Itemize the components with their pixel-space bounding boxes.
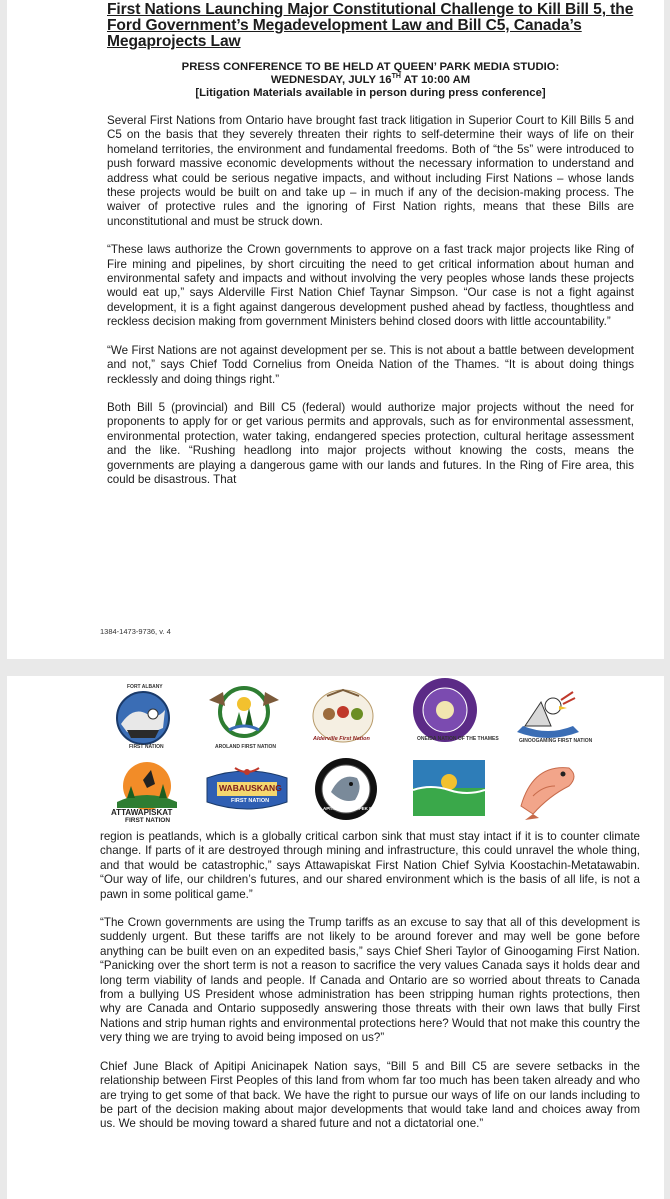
oneida-logo: ONEIDA NATION OF THE THAMES	[411, 676, 479, 744]
nation-flag-logo	[413, 760, 485, 816]
press-line-2: WEDNESDAY, JULY 16TH AT 10:00 AM	[270, 73, 471, 86]
document-code: 1384-1473-9736, v. 4	[100, 627, 171, 636]
alderville-logo: Alderville First Nation	[305, 684, 381, 744]
first-nations-logos	[107, 676, 634, 832]
paragraph-5: region is peatlands, which is a globally critical carbon sink that must stay intact if it is to counter climate change. If parts of it are destroyed through mining and infrastructure, this could unravel the whole thing, and that would be catastrophic,” says Attawapiskat First Nation Chief Sylvia Koostachin-Metatawabin. “Our way of life, our children’s futures, and our shared environment which is the basis of all life, is not a pawn in some political game.”	[100, 830, 640, 901]
attawapiskat-logo: ATTAWAPISKAT FIRST NATION	[107, 758, 187, 816]
wabauskang-logo: WABAUSKANG FIRST NATION	[205, 762, 289, 814]
aroland-logo: AROLAND FIRST NATION	[207, 682, 281, 752]
document-title: First Nations Launching Major Constitutional Challenge to Kill Bill 5, the Ford Government’s Megadevelopment Law and Bill C5, Canada’s Megaprojects Law	[107, 1, 634, 50]
press-conference-notice	[107, 61, 634, 100]
fort-albany-logo: FORT ALBANY FIRST NATION	[107, 684, 179, 750]
paragraph-1: Several First Nations from Ontario have brought fast track litigation in Superior Court to Kill Bills 5 and C5 on the basis that they severely threaten their rights to self-determine their ways of life on their homeland territories, the environment and fundamental freedoms. Both of “the 5s” were introduced to push forward massive economic developments without the necessary information to understand and address what could be serious negative impacts, and without including First Nations – whose lands these projects would be built on and take up – in much if any of the decision-making process. The waiver of protective rules and the ignoring of First Nation rights, means that these Bills are unconstitutional and must be struck down.	[107, 114, 634, 228]
ginoogaming-logo: GINOOGAMING FIRST NATION	[511, 686, 585, 744]
page-2-text	[100, 830, 640, 1146]
paragraph-7: Chief June Black of Apitipi Anicinapek Nation says, “Bill 5 and Bill C5 are severe setbacks in the relationship between First Peoples of this land from whom far too much has been taken already and who are trying to get some of that back. We have the right to pursue our ways of life on our lands including to be part of the decision making about major developments that would take land and choices away from us. We should be moving toward a shared future and not a dictatorial one.”	[100, 1059, 640, 1131]
paragraph-6: “The Crown governments are using the Trump tariffs as an excuse to say that all of this development is suddenly urgent. But these tariffs are not likely to be around forever and may well be gone before anything can be built even on an expedited basis,” says Chief Sheri Taylor of Ginoogaming First Nation. “Panicking over the short term is not a reason to sacrifice the very values Canada says it holds dear and long term viability of lands and people. If Canada and Ontario are so worried about threats to Canada from a bullying US President whose administration has been stripping human rights protections, then why are Canada and Ontario supposedly answering those threats with their own laws that bully First Nations and strip human rights and environmental protections here? Would that not make this country the very thing we are trying to avoid being imposed on us?”	[100, 916, 640, 1045]
document-page-1	[7, 0, 664, 659]
press-line-1: PRESS CONFERENCE TO BE HELD AT QUEEN’ PARK MEDIA STUDIO:	[181, 61, 560, 73]
apitipi-logo: APITIPI ANICINAPEK NATION	[311, 756, 381, 822]
fish-logo	[513, 756, 585, 822]
paragraph-3: “We First Nations are not against development per se. This is not about a battle between development and not,” says Chief Todd Cornelius from Oneida Nation of the Thames. “It is about doing things recklessly and doing things right.”	[107, 343, 634, 386]
paragraph-4: Both Bill 5 (provincial) and Bill C5 (federal) would authorize major projects without the need for proponents to apply for or get various permits and approvals, such as for environmental assessment, environmental protection, water taking, endangered species protection, cultural heritage assessment and the like. “Rushing headlong into major projects without knowing the costs, means the governments are playing a dangerous game with our lands and futures. In the Ring of Fire area, this could be disastrous. That	[107, 400, 634, 486]
paragraph-2: “These laws authorize the Crown governments to approve on a fast track major projects like Ring of Fire mining and pipelines, by short circuiting the need to get critical information about human and environmental safety and impacts and without involving the very peoples whose lands these projects would eat up,” says Alderville First Nation Chief Taynar Simpson. “Our case is not a fight against development, it is a fight against dangerous development pushed ahead by factless, thoughtless and reckless decision making from government Ministers behind closed doors with little accountability.”	[107, 243, 634, 329]
press-line-3: [Litigation Materials available in person during press conference]	[195, 87, 546, 99]
